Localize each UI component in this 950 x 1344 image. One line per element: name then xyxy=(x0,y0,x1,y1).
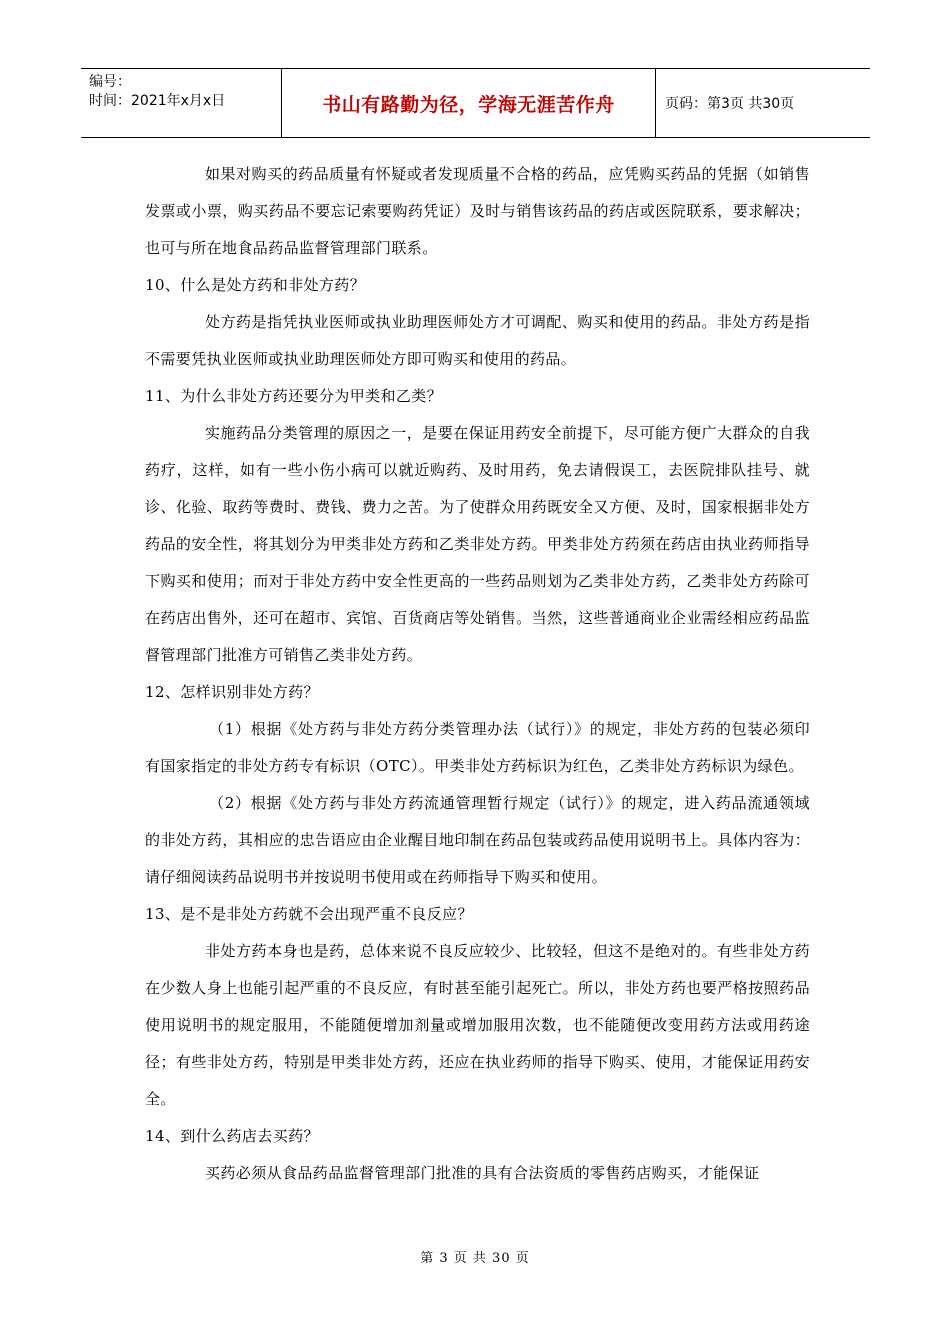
header-page-label: 页码：第3页 共30页 xyxy=(665,96,795,112)
header-motto-cell xyxy=(282,69,656,137)
question-heading: 11、为什么非处方药还要分为甲类和乙类？ xyxy=(145,387,443,405)
document-number-label: 编号： xyxy=(89,74,131,90)
body-paragraph: 如果对购买的药品质量有怀疑或者发现质量不合格的药品，应凭购买药品的凭据（如销售发票或小票，购买药品不要忘记索要购药凭证）及时与销售该药品的药店或医院联系，要求解决；也可与所在地食品药品监督管理部门联系。 xyxy=(145,165,810,257)
document-time-label: 时间：2021年x月x日 xyxy=(89,93,226,109)
page-header xyxy=(81,68,870,138)
header-page-cell xyxy=(656,69,870,137)
question-heading: 13、是不是非处方药就不会出现严重不良反应？ xyxy=(145,905,473,923)
body-paragraph: （1）根据《处方药与非处方药分类管理办法（试行）》的规定，非处方药的包装必须印有国家指定的非处方药专有标识（OTC）。甲类非处方药标识为红色，乙类非处方药标识为绿色。 xyxy=(145,720,810,775)
body-paragraph: 买药必须从食品药品监督管理部门批准的具有合法资质的零售药店购买，才能保证 xyxy=(205,1164,760,1182)
body-paragraph: 实施药品分类管理的原因之一，是要在保证用药安全前提下，尽可能方便广大群众的自我药疗，这样，如有一些小伤小病可以就近购药、及时用药，免去请假误工，去医院排队挂号、就诊、化验、取药等费时、费钱、费力之苦。为了使群众用药既安全又方便、及时，国家根据非处方药品的安全性，将其划分为甲类非处方药和乙类非处方药。甲类非处方药须在药店由执业药师指导下购买和使用；而对于非处方药中安全性更高的一些药品则划为乙类非处方药，乙类非处方药除可在药店出售外，还可在超市、宾馆、百货商店等处销售。当然，这些普通商业企业需经相应药品监督管理部门批准方可销售乙类非处方药。 xyxy=(145,424,810,664)
header-meta-cell xyxy=(81,69,282,137)
question-heading: 10、什么是处方药和非处方药？ xyxy=(145,276,366,294)
header-motto: 书山有路勤为径，学海无涯苦作舟 xyxy=(322,93,615,116)
question-heading: 14、到什么药店去买药？ xyxy=(145,1127,319,1145)
footer-page-number: 第 3 页 共 30 页 xyxy=(420,1251,530,1266)
body-paragraph: 处方药是指凭执业医师或执业助理医师处方才可调配、购买和使用的药品。非处方药是指不需要凭执业医师或执业助理医师处方即可购买和使用的药品。 xyxy=(145,313,810,368)
document-body xyxy=(145,156,810,1192)
body-paragraph: 非处方药本身也是药，总体来说不良反应较少、比较轻，但这不是绝对的。有些非处方药在少数人身上也能引起严重的不良反应，有时甚至能引起死亡。所以，非处方药也要严格按照药品使用说明书的规定服用，不能随便增加剂量或增加服用次数，也不能随便改变用药方法或用药途径；有些非处方药，特别是甲类非处方药，还应在执业药师的指导下购买、使用，才能保证用药安全。 xyxy=(145,942,810,1108)
body-paragraph: （2）根据《处方药与非处方药流通管理暂行规定（试行）》的规定，进入药品流通领域的非处方药，其相应的忠告语应由企业醒目地印制在药品包装或药品使用说明书上。具体内容为：请仔细阅读药品说明书并按说明书使用或在药师指导下购买和使用。 xyxy=(145,794,810,886)
page-footer xyxy=(0,1247,950,1266)
question-heading: 12、怎样识别非处方药？ xyxy=(145,683,319,701)
